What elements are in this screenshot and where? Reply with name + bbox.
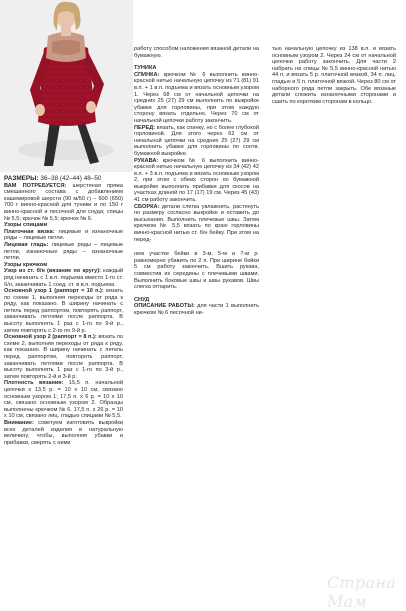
main1-text: вязать по схеме 1, выполняя переходы от ряда к ряду, как показано. В ширину начинать с петель перед раппортом, повторять раппорт, заканчивать петлями после раппорта. В высоту выполнять 1 раз с 1-го по 9-й р., затем повторять с 2-го по 9-й р. <box>4 288 123 334</box>
column-1 <box>4 176 123 446</box>
assembly-text: детали слегка увлажнить, растянуть по размеру согласно выкройке и оставить до высыхания. Выполнить плечевые швы. Затем крючком № 5,5 вязать по краю горловины винно-красной нитью ст. б/н бейку. При этом на перед- <box>134 203 259 243</box>
density-paragraph <box>4 380 123 420</box>
front-label: ПЕРЕД: <box>134 124 156 131</box>
sizes-line <box>4 176 123 183</box>
work-label: ОПИСАНИЕ РАБОТЫ: <box>134 303 195 310</box>
stockinette-label: Лицевая гладь: <box>4 241 49 248</box>
assembly-paragraph <box>134 204 259 244</box>
stockinette-paragraph <box>4 242 123 262</box>
sizes-text: 36–38 (42–44) 48–50 <box>40 175 102 182</box>
materials-text: шерстяная пряжа смешанного состава с добавлением кашемировой шерсти (90 м/50 г) – 600 (650) 700 г винно-красной для туники и по 150 г винно-красной и песочной для снуда; спицы № 5,5; крючок № 5,5; крючок № 6. <box>4 182 123 222</box>
intro-text: работу способом наложения вязаной детали на бумажную. <box>134 46 259 59</box>
attention-text: советуем изготовить выкройки всех деталей изделия в натуральную величину, чтобы, выполняя убавки и прибавки, сверять с ними <box>4 419 123 446</box>
model-photo <box>0 0 133 172</box>
work-text: для части 1 выполнить крючком № 6 песочной ни- <box>134 303 259 316</box>
main2-text: вязать по схеме 2, выполняя переходы от ряда к ряду, как показано. В ширину начинать с петель перед раппортом, повторять раппорт, заканчивать петлями после раппорта. В высоту выполнять 1 раз с 1-го по 3-й р., затем повторять 2-й и 3-й р. <box>4 334 123 380</box>
sleeves-paragraph <box>134 158 259 204</box>
materials-paragraph <box>4 183 123 223</box>
garter-label: Платочная вязка: <box>4 228 55 235</box>
column-3 <box>272 46 396 105</box>
garter-text: лицевые и изнаночные ряды – лицевые петли. <box>4 228 124 242</box>
sleeves-text: крючком № 6 выполнить винно-красной нитью начальную цепочку из 34 (42) 42 в.п. + 3 в.п. подъема и вязать основным узором 2, при этом с обеих сторон по бумажной выкройке выполнить прибавки для скосов на участках длиной по 17 (17) 19 см. Через 45 (43) 41 см работу закончить. <box>134 157 259 204</box>
back-text: крючком № 6 выполнить винно-красной нитью начальную цепочку из 71 (81) 91 в.п. + 1 в.п. подъема и вязать основным узором 1. Через 68 см от начальной цепочки на средних 25 (27) 29 см выполнить по выкройке убавки для горловины, при этом каждую сторону вязать отдельно. Через 70 см от начальной цепочки работу закончить. <box>134 71 259 124</box>
materials-label: ВАМ ПОТРЕБУЕТСЯ: <box>4 182 67 189</box>
stockinette-text: лицевые ряды – лицевые петли, изнаночные ряды – изнаночные петли. <box>4 241 123 262</box>
main2-paragraph <box>4 334 123 380</box>
model-illustration <box>0 0 133 172</box>
main1-paragraph <box>4 288 123 334</box>
main1-label: Основной узор 1 (раппорт = 10 п.): <box>4 288 104 295</box>
attention-label: Внимание: <box>4 419 34 426</box>
pattern-a-paragraph <box>4 268 123 288</box>
pattern-a-text: каждый ряд начинать с 1 в.п. подъема вместо 1-го ст. б/н, заканчивать 1 соед. ст. в в.п. подъема. <box>4 268 123 288</box>
column-2 <box>134 46 259 317</box>
work-paragraph <box>134 303 259 316</box>
assembly-label: СБОРКА: <box>134 203 160 210</box>
pattern-a-label: Узор из ст. б/н (вязание по кругу): <box>4 268 101 275</box>
garter-paragraph <box>4 229 123 242</box>
back-label: СПИНКА: <box>134 71 160 78</box>
assembly-continued-text: нем участке бейки в 3-м, 5-м и 7-м р. равномерно убавить по 2 п. При ширине бейки 5 см работу закончить. Вшить рукава, совместив их середины с плечевыми швами. Выполнить боковые швы и швы рукавов. Швы слегка отпарить. <box>134 251 259 291</box>
sizes-label: РАЗМЕРЫ: <box>4 175 39 182</box>
front-paragraph <box>134 125 259 158</box>
back-paragraph <box>134 72 259 125</box>
front-text: вязать, как спинку, но с более глубокой горловиной. Для этого через 62 см от начальной цепочки на средних 25 (27) 29 см выполнить убавки для горловины по соотв. бумажной выкройке. <box>134 124 260 157</box>
main2-label: Основной узор 2 (раппорт = 8 п.): <box>4 334 97 341</box>
sleeves-label: РУКАВА: <box>134 157 159 164</box>
patterns-needles-heading: Узоры спицами <box>4 222 48 229</box>
tunic-heading: ТУНИКА <box>134 65 157 72</box>
density-label: Плотность вязания: <box>4 380 64 387</box>
snood-heading: СНУД <box>134 296 150 303</box>
watermark-logo: Страна Мам <box>327 573 397 611</box>
attention-paragraph <box>4 420 123 446</box>
patterns-hook-heading: Узоры крючком <box>4 261 48 268</box>
snood-continued-text: тью начальную цепочку из 138 в.п. и вязать основным узором 2. Через 24 см от начальной цепочки работу закончить. Для части 2 набрать на спицы № 5,5 винно-красной нитью 44 п. и вязать 5 р. платочной вязкой, 34 п. лиц. гладью и 5 п. платочной вязкой. Через 80 см от наборного ряда петли закрыть. Обе вязаные детали сложить изнаночными сторонами и сшить по коротким сторонам в кольцо. <box>272 46 396 105</box>
density-text: 15,5 п. начальной цепочки х 13,5 р. = 10 х 10 см, связано основным узором 1; 17,5 п. х 6 р. = 10 х 10 см, связано основным узором 2. Образцы выполнены крючком № 6. 17,5 п. х 26 р. = 10 х 10 см, связано лиц. гладью спицами № 5,5. <box>4 380 123 420</box>
